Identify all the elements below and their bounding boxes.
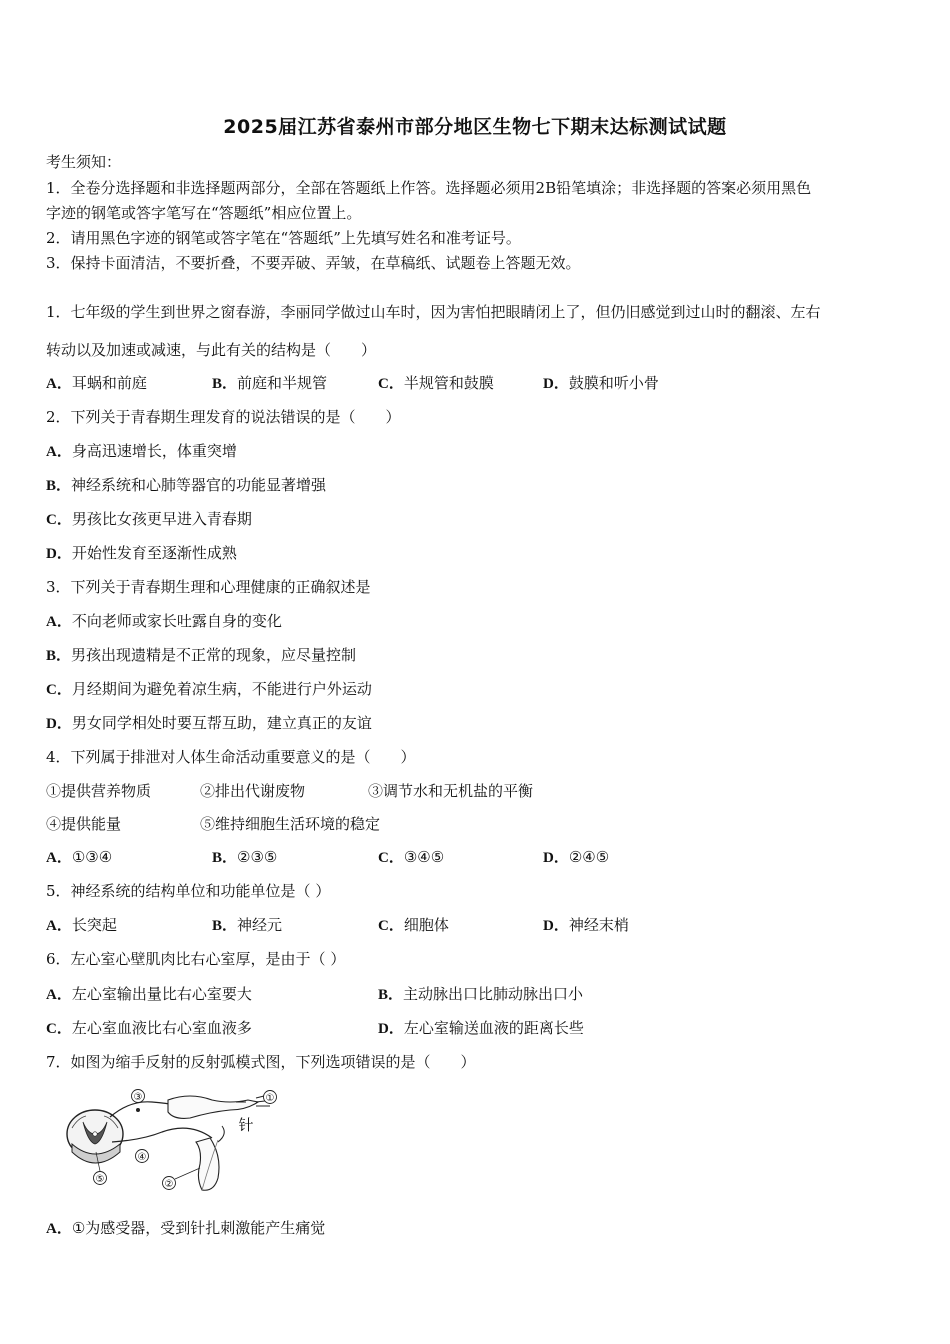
question-stem: 4．下列属于排泄对人体生命活动重要意义的是（ ） bbox=[46, 748, 416, 766]
question-stem: 5．神经系统的结构单位和功能单位是（ ） bbox=[46, 882, 331, 900]
svg-text:②: ② bbox=[164, 1179, 174, 1190]
label-5 bbox=[94, 1172, 107, 1186]
svg-text:⑤: ⑤ bbox=[95, 1174, 105, 1185]
label-1 bbox=[264, 1091, 277, 1105]
option-d: D．男女同学相处时要互帮互助，建立真正的友谊 bbox=[46, 714, 372, 732]
option-b: B．前庭和半规管 bbox=[212, 374, 328, 392]
statement-item: ③调节水和无机盐的平衡 bbox=[368, 782, 534, 800]
option-d: D．神经末梢 bbox=[543, 916, 629, 934]
option-b: B．神经系统和心肺等器官的功能显著增强 bbox=[46, 476, 327, 494]
svg-text:针: 针 bbox=[238, 1116, 254, 1134]
option-a: A．①为感受器，受到针扎刺激能产生痛觉 bbox=[46, 1219, 326, 1237]
option-d: D．鼓膜和听小骨 bbox=[543, 374, 659, 392]
notice-line: 3．保持卡面清洁，不要折叠，不要弄破、弄皱，在草稿纸、试题卷上答题无效。 bbox=[46, 254, 581, 272]
option-c: C．男孩比女孩更早进入青春期 bbox=[46, 510, 252, 528]
question-stem: 3．下列关于青春期生理和心理健康的正确叙述是 bbox=[46, 578, 371, 596]
label-needle bbox=[238, 1116, 253, 1134]
svg-text:④: ④ bbox=[137, 1152, 147, 1163]
label-2 bbox=[163, 1177, 176, 1191]
svg-text:①: ① bbox=[265, 1093, 275, 1104]
option-b: B．主动脉出口比肺动脉出口小 bbox=[378, 985, 584, 1003]
page-title: 2025届江苏省泰州市部分地区生物七下期末达标测试试题 bbox=[223, 116, 727, 138]
option-a: A．左心室输出量比右心室要大 bbox=[46, 985, 252, 1003]
notice-line: 字迹的钢笔或答字笔写在“答题纸”相应位置上。 bbox=[46, 204, 362, 222]
statement-item: ⑤维持细胞生活环境的稳定 bbox=[200, 815, 381, 833]
ganglion bbox=[136, 1108, 140, 1112]
option-a: A．身高迅速增长，体重突增 bbox=[46, 442, 237, 460]
label-3 bbox=[132, 1090, 145, 1104]
option-c: C．③④⑤ bbox=[378, 848, 445, 866]
option-d: D．左心室输送血液的距离长些 bbox=[378, 1019, 584, 1037]
option-b: B．男孩出现遗精是不正常的现象，应尽量控制 bbox=[46, 646, 357, 664]
option-a: A．耳蜗和前庭 bbox=[46, 374, 147, 392]
reflex-arc-figure bbox=[50, 1082, 290, 1202]
option-c: C．左心室血液比右心室血液多 bbox=[46, 1019, 252, 1037]
option-c: C．半规管和鼓膜 bbox=[378, 374, 494, 392]
option-d: D．开始性发育至逐渐性成熟 bbox=[46, 544, 237, 562]
option-a: A．长突起 bbox=[46, 916, 117, 934]
label-4 bbox=[136, 1150, 149, 1164]
statement-item: ④提供能量 bbox=[46, 815, 122, 833]
notice-line: 2．请用黑色字迹的钢笔或答字笔在“答题纸”上先填写姓名和准考证号。 bbox=[46, 229, 521, 247]
question-stem: 转动以及加速或减速，与此有关的结构是（ ） bbox=[46, 341, 377, 359]
question-stem: 1．七年级的学生到世界之窗春游，李丽同学做过山车时，因为害怕把眼睛闭上了，但仍旧感觉到过山时的翻滚、左右 bbox=[46, 303, 821, 321]
option-d: D．②④⑤ bbox=[543, 848, 610, 866]
efferent-nerve-path bbox=[112, 1128, 212, 1142]
question-stem: 7．如图为缩手反射的反射弧模式图，下列选项错误的是（ ） bbox=[46, 1053, 476, 1071]
question-stem: 2．下列关于青春期生理发育的说法错误的是（ ） bbox=[46, 408, 401, 426]
statement-item: ①提供营养物质 bbox=[46, 782, 152, 800]
option-a: A．不向老师或家长吐露自身的变化 bbox=[46, 612, 282, 630]
option-c: C．细胞体 bbox=[378, 916, 449, 934]
option-c: C．月经期间为避免着凉生病，不能进行户外运动 bbox=[46, 680, 372, 698]
notice-heading: 考生须知： bbox=[46, 153, 122, 171]
notice-line: 1．全卷分选择题和非选择题两部分，全部在答题纸上作答。选择题必须用2B铅笔填涂；非选择题的答案必须用黑色 bbox=[46, 179, 812, 197]
question-stem: 6．左心室心壁肌肉比右心室厚，是由于（ ） bbox=[46, 950, 346, 968]
spinal-cord-section bbox=[67, 1110, 123, 1163]
svg-text:③: ③ bbox=[133, 1092, 143, 1103]
option-b: B．神经元 bbox=[212, 916, 283, 934]
option-b: B．②③⑤ bbox=[212, 848, 278, 866]
statement-item: ②排出代谢废物 bbox=[200, 782, 306, 800]
option-a: A．①③④ bbox=[46, 848, 113, 866]
